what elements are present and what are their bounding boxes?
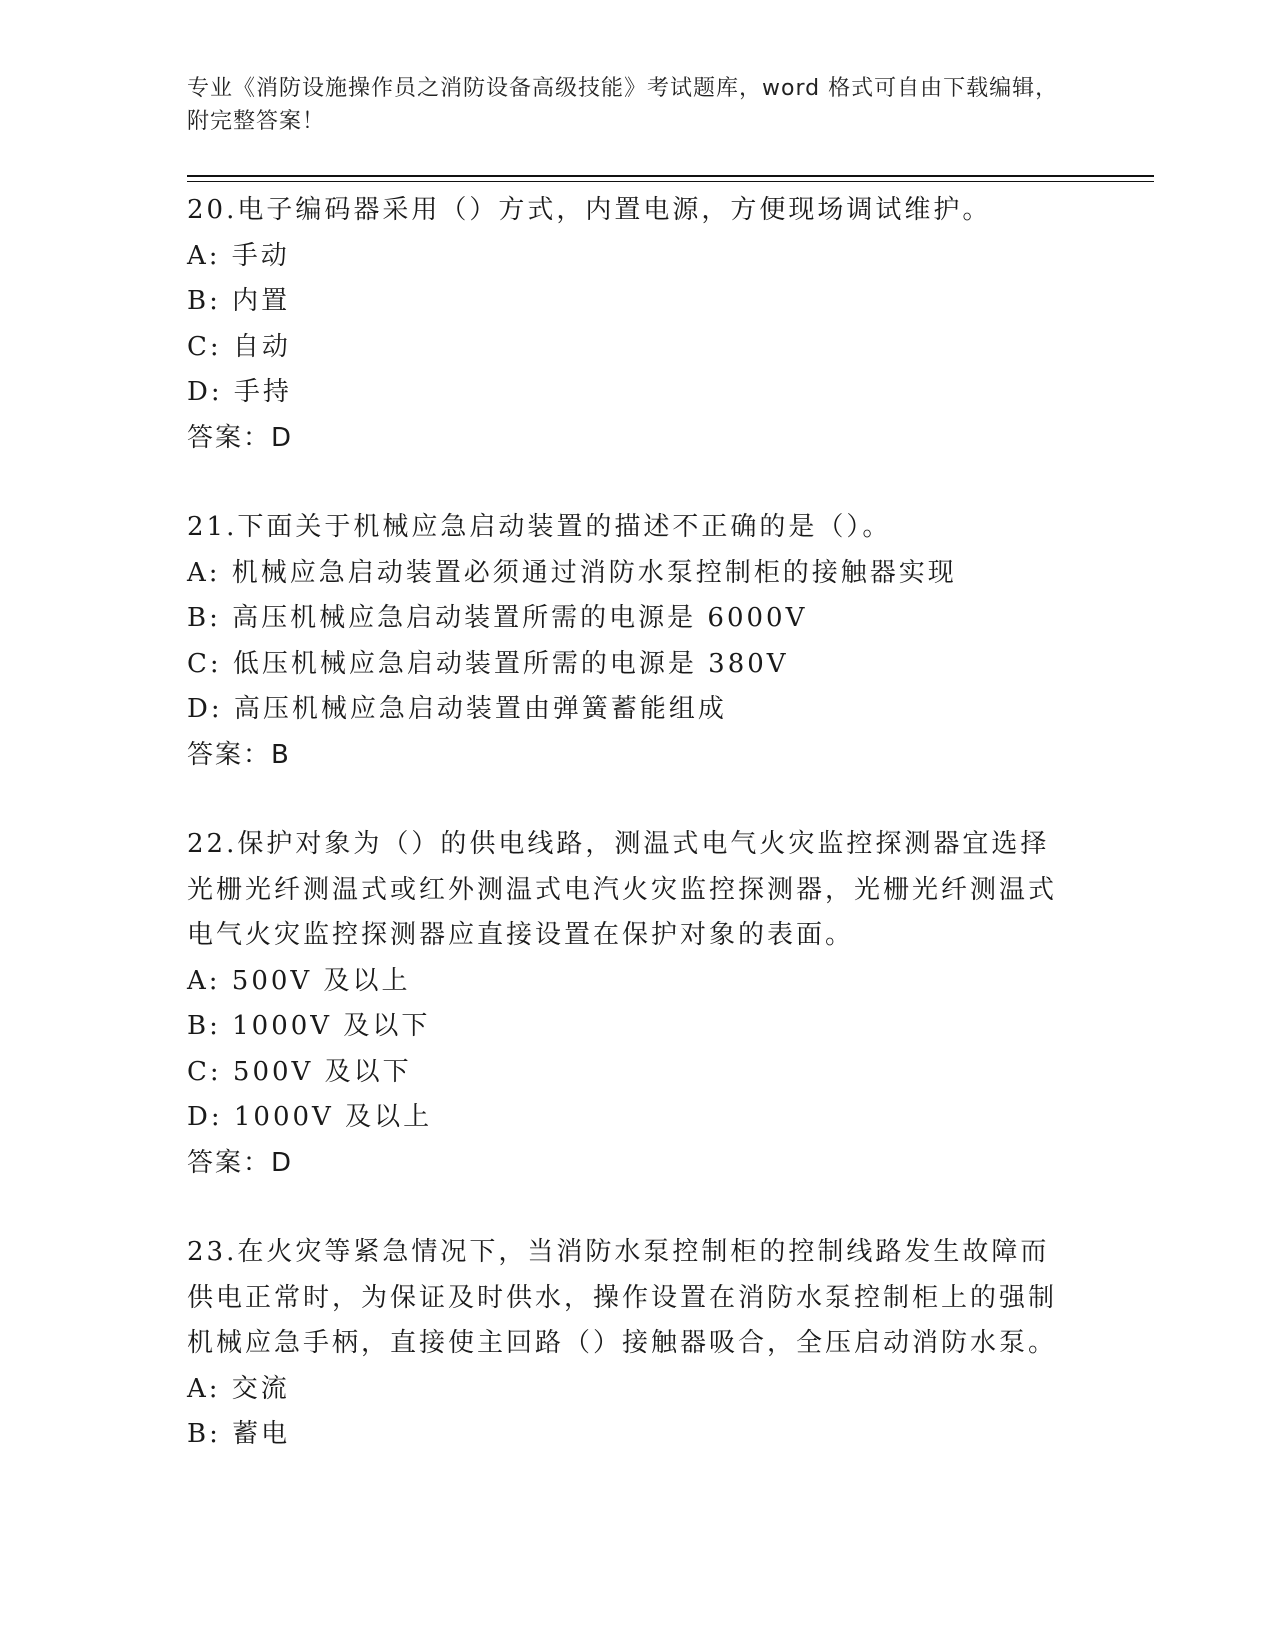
option-a: A: 交流 [187, 1373, 290, 1404]
option-c: C: 低压机械应急启动装置所需的电源是 380V [187, 648, 789, 679]
option-c: C: 自动 [187, 331, 291, 362]
question-20 [187, 188, 1087, 461]
option-c: C: 500V 及以下 [187, 1056, 412, 1087]
question-22 [187, 822, 1087, 1186]
option-a: A: 500V 及以上 [187, 965, 411, 996]
option-b: B: 蓄电 [187, 1419, 291, 1449]
question-stem: 23.在火灾等紧急情况下，当消防水泵控制柜的控制线路发生故障而供电正常时，为保证及时供水，操作设置在消防水泵控制柜上的强制机械应急手柄，直接使主回路（）接触器吸合，全压启动消防水泵。 [187, 1237, 1058, 1358]
question-stem: 20.电子编码器采用（）方式，内置电源，方便现场调试维护。 [187, 195, 992, 225]
question-stem: 22.保护对象为（）的供电线路，测温式电气火灾监控探测器宜选择光栅光纤测温式或红外测温式电汽火灾监控探测器，光栅光纤测温式电气火灾监控探测器应直接设置在保护对象的表面。 [187, 829, 1058, 950]
question-list [187, 188, 1087, 1502]
answer-label: 答案：D [187, 422, 294, 453]
header-divider-thick [187, 175, 1154, 177]
question-23 [187, 1230, 1087, 1458]
option-d: D: 1000V 及以上 [187, 1102, 433, 1132]
question-21 [187, 505, 1087, 778]
option-b: B: 1000V 及以下 [187, 1011, 431, 1041]
question-stem: 21.下面关于机械应急启动装置的描述不正确的是（）。 [187, 512, 892, 542]
answer-label: 答案：D [187, 1147, 294, 1178]
document-header: 专业《消防设施操作员之消防设备高级技能》考试题库，word 格式可自由下载编辑，附完整答案！ [187, 76, 1059, 134]
option-a: A: 手动 [187, 240, 290, 271]
header-divider-thin [187, 181, 1154, 182]
option-b: B: 高压机械应急启动装置所需的电源是 6000V [187, 603, 808, 633]
option-a: A: 机械应急启动装置必须通过消防水泵控制柜的接触器实现 [187, 557, 957, 588]
option-b: B: 内置 [187, 286, 291, 316]
option-d: D: 手持 [187, 377, 292, 407]
answer-label: 答案：B [187, 739, 291, 770]
option-d: D: 高压机械应急启动装置由弹簧蓄能组成 [187, 694, 727, 724]
